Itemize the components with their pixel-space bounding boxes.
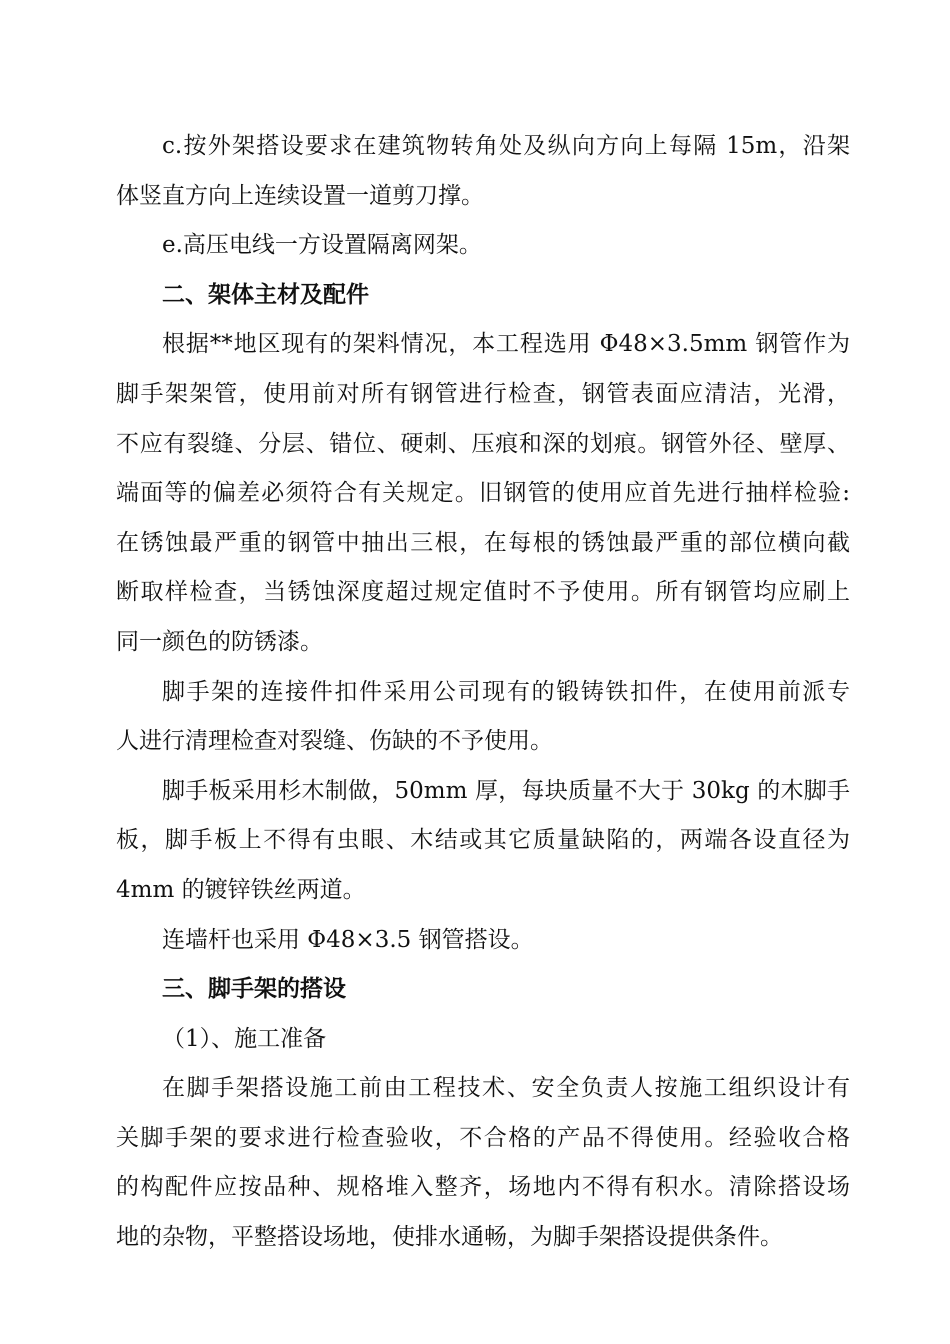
text-line: 体竖直方向上连续设置一道剪刀撑。 [116,182,484,209]
text-line: 板，脚手板上不得有虫眼、木结或其它质量缺陷的，两端各设直径为 [116,827,850,854]
section-heading: 三、脚手架的搭设 [162,976,346,1003]
text-line: c.按外架搭设要求在建筑物转角处及纵向方向上每隔 15m，沿架 [162,133,850,159]
text-line: 端面等的偏差必须符合有关规定。旧钢管的使用应首先进行抽样检验: [116,480,850,507]
text-line: 地的杂物，平整搭设场地，使排水通畅，为脚手架搭设提供条件。 [116,1224,783,1251]
subsection-heading: （1）、施工准备 [162,1025,327,1052]
text-line: 脚手板采用杉木制做，50mm 厚，每块质量不大于 30kg 的木脚手 [162,777,850,804]
text-line: e.高压电线一方设置隔离网架。 [162,232,482,259]
text-line: 脚手架的连接件扣件采用公司现有的锻铸铁扣件，在使用前派专 [162,678,850,705]
text-line: 关脚手架的要求进行检查验收，不合格的产品不得使用。经验收合格 [116,1124,850,1151]
document-body [116,122,850,1263]
text-line: 断取样检查，当锈蚀深度超过规定值时不予使用。所有钢管均应刷上 [116,579,850,606]
text-line: 根据**地区现有的架料情况，本工程选用 Φ48×3.5mm 钢管作为 [162,331,850,358]
section-heading: 二、架体主材及配件 [162,281,369,308]
text-line: 同一颜色的防锈漆。 [116,628,323,655]
text-line: 脚手架架管，使用前对所有钢管进行检查，钢管表面应清洁，光滑， [116,380,850,407]
text-line: 人进行清理检查对裂缝、伤缺的不予使用。 [116,728,553,755]
text-line: 的构配件应按品种、规格堆入整齐，场地内不得有积水。清除搭设场 [116,1174,850,1201]
text-line: 4mm 的镀锌铁丝两道。 [116,876,366,903]
text-line: 在脚手架搭设施工前由工程技术、安全负责人按施工组织设计有 [162,1075,850,1102]
text-line: 不应有裂缝、分层、错位、硬刺、压痕和深的划痕。钢管外径、壁厚、 [116,430,850,457]
text-line: 连墙杆也采用 Φ48×3.5 钢管搭设。 [162,926,534,953]
text-line: 在锈蚀最严重的钢管中抽出三根，在每根的锈蚀最严重的部位横向截 [116,529,850,556]
